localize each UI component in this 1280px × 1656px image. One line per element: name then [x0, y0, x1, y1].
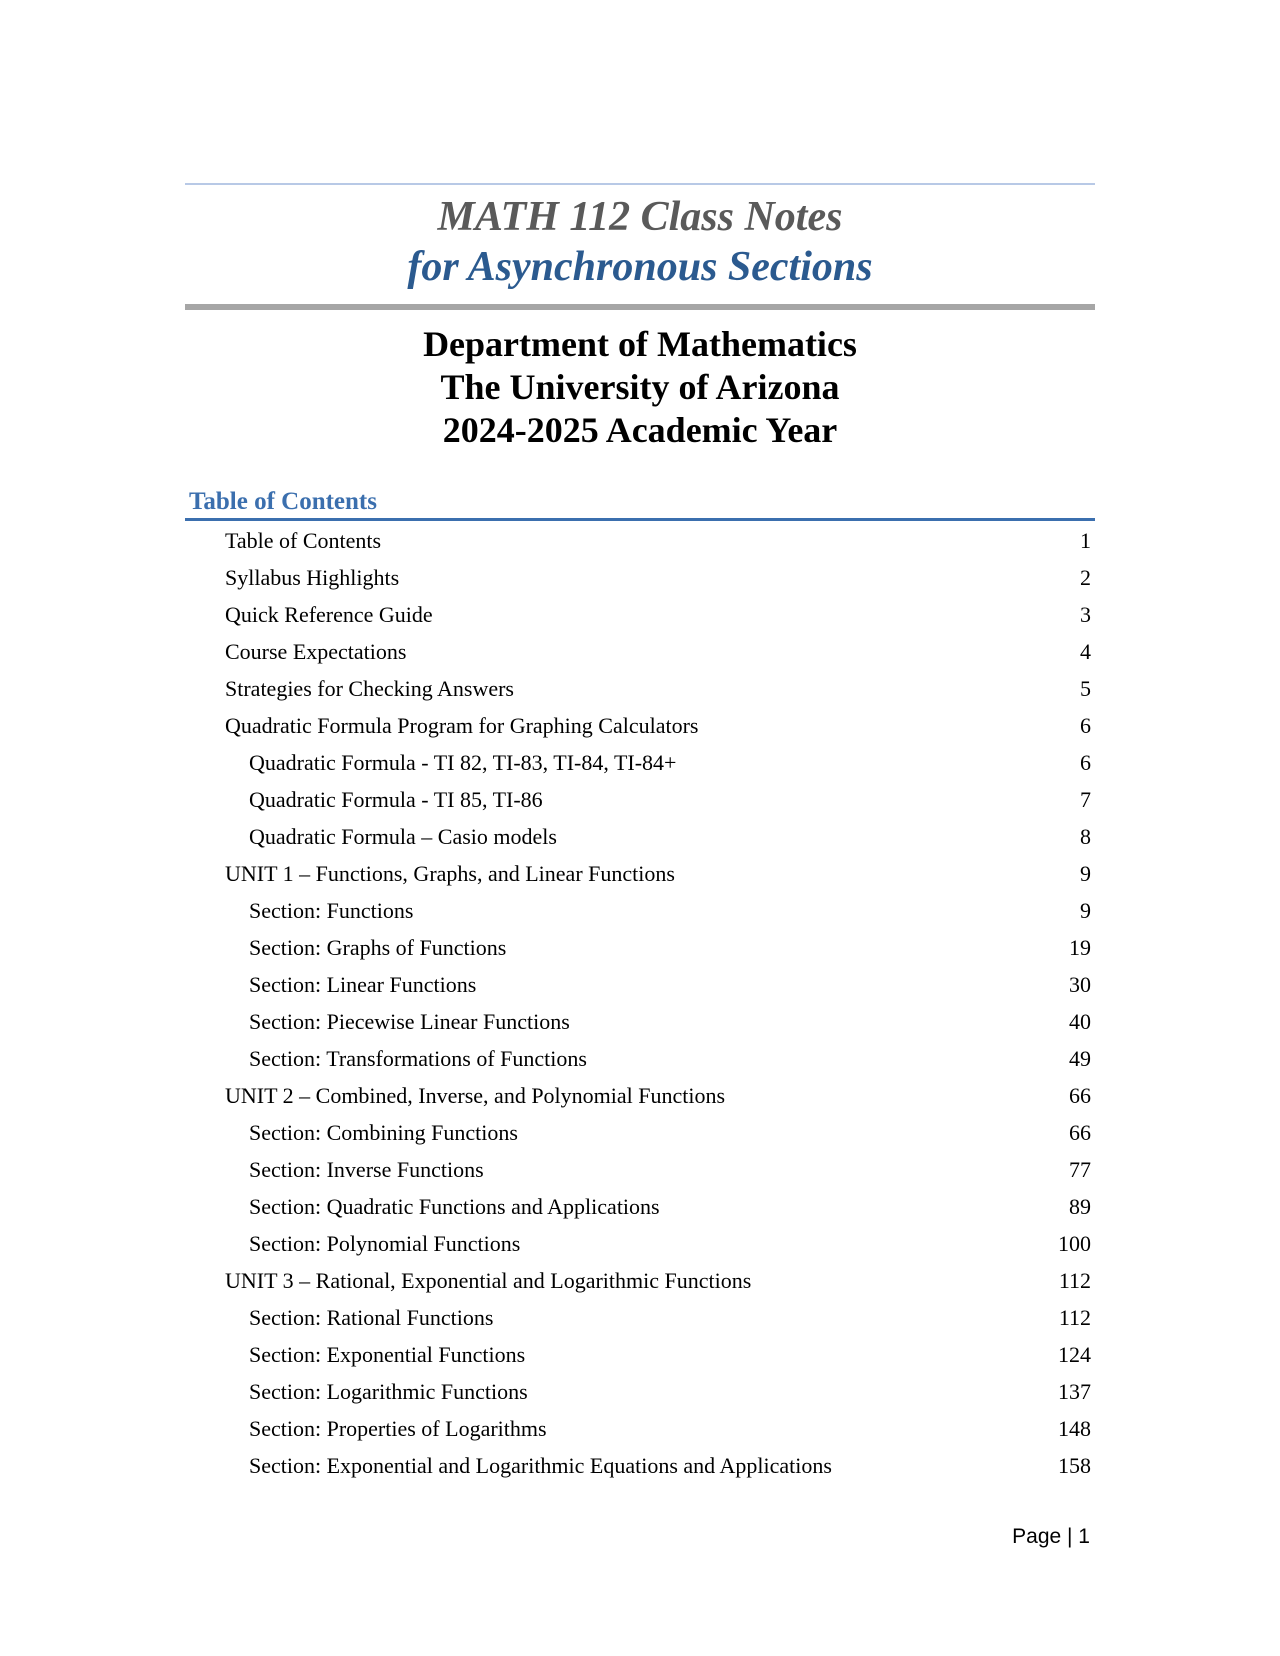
toc-entry-label[interactable]: Quadratic Formula – Casio models [249, 824, 557, 849]
toc-entry-page-number: 89 [1069, 1194, 1091, 1219]
toc-entry-page-number: 19 [1069, 935, 1091, 960]
toc-entry-label[interactable]: Section: Piecewise Linear Functions [249, 1009, 570, 1034]
toc-entry[interactable] [185, 1188, 1095, 1225]
department-block [185, 323, 1095, 452]
toc-entry[interactable] [185, 966, 1095, 1003]
toc-entry-page-number: 40 [1069, 1009, 1091, 1034]
toc-entry-label[interactable]: Section: Transformations of Functions [249, 1046, 587, 1071]
toc-entry-label[interactable]: Section: Polynomial Functions [249, 1231, 521, 1256]
toc-entry-label[interactable]: UNIT 2 – Combined, Inverse, and Polynomial Functions [225, 1083, 726, 1108]
toc-entry-label[interactable]: Strategies for Checking Answers [225, 676, 514, 701]
toc-entry-label[interactable]: Quick Reference Guide [225, 602, 433, 627]
toc-entry-page-number: 5 [1080, 676, 1091, 701]
toc-entry[interactable] [185, 1003, 1095, 1040]
toc-entry-page-number: 6 [1080, 750, 1091, 775]
toc-entry[interactable] [185, 1299, 1095, 1336]
toc-entry-label[interactable]: Quadratic Formula Program for Graphing Calculators [225, 713, 699, 738]
toc-heading-rule [185, 518, 1095, 521]
toc-entry[interactable] [185, 522, 1095, 559]
academic-year: 2024-2025 Academic Year [442, 410, 838, 450]
toc-entry-label[interactable]: Section: Properties of Logarithms [249, 1416, 547, 1441]
toc-entry[interactable] [185, 1114, 1095, 1151]
toc-list [185, 522, 1095, 1484]
toc-entry-page-number: 2 [1080, 565, 1091, 590]
toc-entry[interactable] [185, 1373, 1095, 1410]
title-top-rule [185, 183, 1095, 185]
document-title [185, 192, 1095, 292]
title-line-2: for Asynchronous Sections [407, 244, 873, 290]
toc-entry-page-number: 112 [1058, 1305, 1091, 1330]
toc-entry-page-number: 1 [1080, 528, 1091, 553]
toc-heading: Table of Contents [189, 488, 377, 515]
toc-entry-label[interactable]: Section: Inverse Functions [249, 1157, 484, 1182]
toc-entry-page-number: 3 [1080, 602, 1091, 627]
toc-entry[interactable] [185, 596, 1095, 633]
toc-entry-page-number: 7 [1080, 787, 1091, 812]
toc-entry-page-number: 9 [1080, 898, 1091, 923]
toc-entry-page-number: 66 [1069, 1083, 1091, 1108]
toc-entry-page-number: 30 [1069, 972, 1091, 997]
toc-entry[interactable] [185, 929, 1095, 966]
toc-entry-label[interactable]: Course Expectations [225, 639, 407, 664]
toc-entry[interactable] [185, 744, 1095, 781]
university-name: The University of Arizona [440, 367, 840, 407]
toc-entry-page-number: 112 [1058, 1268, 1091, 1293]
toc-entry-label[interactable]: Section: Rational Functions [249, 1305, 494, 1330]
toc-entry-label[interactable]: Section: Logarithmic Functions [249, 1379, 528, 1404]
toc-entry[interactable] [185, 1225, 1095, 1262]
toc-entry[interactable] [185, 707, 1095, 744]
toc-entry-page-number: 49 [1069, 1046, 1091, 1071]
toc-entry[interactable] [185, 1040, 1095, 1077]
toc-entry-page-number: 9 [1080, 861, 1091, 886]
toc-entry[interactable] [185, 1262, 1095, 1299]
toc-entry-page-number: 6 [1080, 713, 1091, 738]
toc-entry[interactable] [185, 892, 1095, 929]
toc-entry[interactable] [185, 559, 1095, 596]
toc-entry[interactable] [185, 1447, 1095, 1484]
toc-entry[interactable] [185, 855, 1095, 892]
toc-entry-page-number: 158 [1058, 1453, 1091, 1478]
toc-entry-page-number: 148 [1058, 1416, 1091, 1441]
toc-entry[interactable] [185, 670, 1095, 707]
toc-entry-label[interactable]: Section: Linear Functions [249, 972, 477, 997]
toc-entry[interactable] [185, 633, 1095, 670]
toc-entry-label[interactable]: Section: Combining Functions [249, 1120, 518, 1145]
toc-entry[interactable] [185, 818, 1095, 855]
toc-entry-label[interactable]: Section: Functions [249, 898, 414, 923]
page-number-footer: Page | 1 [1012, 1525, 1090, 1548]
toc-entry-label[interactable]: Quadratic Formula - TI 82, TI-83, TI-84, TI-84+ [249, 750, 677, 775]
toc-entry-page-number: 8 [1080, 824, 1091, 849]
title-line-1: MATH 112 Class Notes [437, 194, 843, 240]
toc-entry-page-number: 100 [1058, 1231, 1091, 1256]
department-name: Department of Mathematics [423, 324, 857, 364]
toc-entry-page-number: 66 [1069, 1120, 1091, 1145]
toc-entry-label[interactable]: Section: Exponential Functions [249, 1342, 526, 1367]
toc-entry[interactable] [185, 781, 1095, 818]
toc-entry-label[interactable]: Section: Quadratic Functions and Applications [249, 1194, 660, 1219]
toc-entry-label[interactable]: Table of Contents [225, 528, 382, 553]
toc-entry-label[interactable]: UNIT 3 – Rational, Exponential and Logarithmic Functions [225, 1268, 752, 1293]
toc-entry-page-number: 77 [1069, 1157, 1091, 1182]
toc-entry-page-number: 124 [1058, 1342, 1091, 1367]
toc-entry[interactable] [185, 1336, 1095, 1373]
toc-entry[interactable] [185, 1077, 1095, 1114]
toc-entry-page-number: 137 [1058, 1379, 1091, 1404]
toc-entry-label[interactable]: UNIT 1 – Functions, Graphs, and Linear Functions [225, 861, 675, 886]
toc-entry-label[interactable]: Section: Exponential and Logarithmic Equations and Applications [249, 1453, 832, 1478]
toc-entry[interactable] [185, 1410, 1095, 1447]
toc-entry-label[interactable]: Syllabus Highlights [225, 565, 400, 590]
title-bottom-rule [185, 304, 1095, 310]
toc-entry-page-number: 4 [1080, 639, 1091, 664]
toc-entry[interactable] [185, 1151, 1095, 1188]
toc-entry-label[interactable]: Quadratic Formula - TI 85, TI-86 [249, 787, 543, 812]
toc-entry-label[interactable]: Section: Graphs of Functions [249, 935, 507, 960]
